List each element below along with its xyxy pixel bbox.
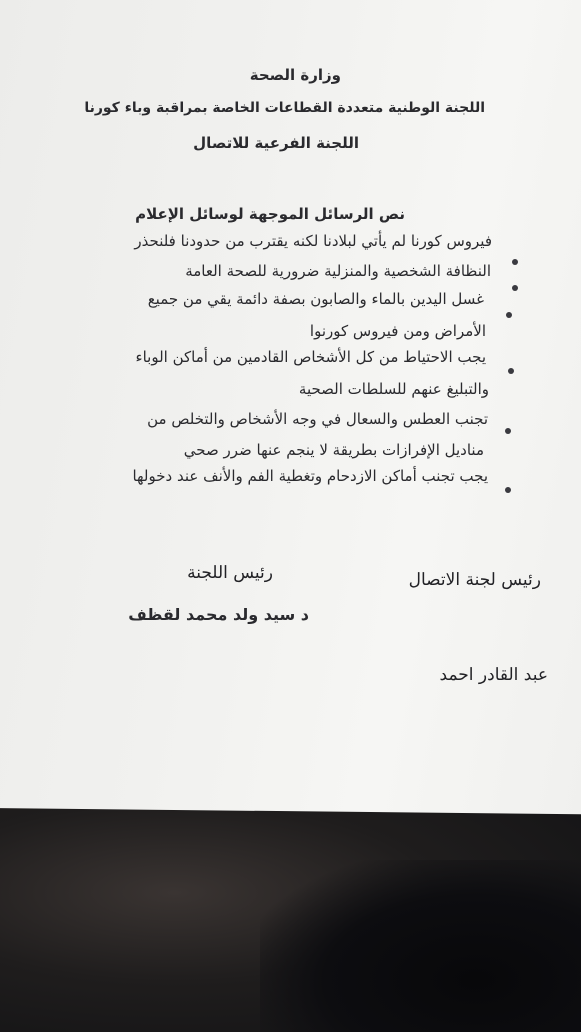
message-line: تجنب العطس والسعال في وجه الأشخاص والتخلص من (147, 410, 488, 428)
message-line: الأمراض ومن فيروس كورنوا (309, 322, 486, 340)
message-line: النظافة الشخصية والمنزلية ضرورية للصحة العامة (185, 262, 491, 280)
message-line: مناديل الإفرازات بطريقة لا ينجم عنها ضرر صحي (183, 441, 484, 459)
message-line: يجب تجنب أماكن الازدحام وتغطية الفم والأنف عند دخولها (132, 467, 488, 485)
message-line: غسل اليدين بالماء والصابون بصفة دائمة يقي من جميع (147, 290, 484, 308)
ministry-title: وزارة الصحة (249, 66, 341, 84)
message-line: والتبليغ عنهم للسلطات الصحية (298, 380, 489, 398)
message-line: فيروس كورنا لم يأتي لبلادنا لكنه يقترب من حدودنا فلنحذر (134, 232, 492, 250)
bullet-5 (505, 428, 511, 434)
committee-head-name: د سيد ولد محمد لقظف (128, 605, 309, 624)
bullet-6 (505, 487, 511, 493)
communication-head-name: عبد القادر احمد (439, 665, 548, 685)
bullet-2 (512, 285, 518, 291)
committee-title: اللجنة الوطنية متعددة القطاعات الخاصة بمراقبة وباء كورنا (84, 100, 485, 116)
communication-head-title: رئيس لجنة الاتصال (408, 570, 541, 590)
subcommittee-title: اللجنة الفرعية للاتصال (193, 134, 359, 152)
bullet-1 (512, 259, 518, 265)
bullet-3 (506, 312, 512, 318)
background-shadow (260, 860, 581, 1032)
message-line: يجب الاحتياط من كل الأشخاص القادمين من أماكن الوباء (135, 348, 486, 366)
document-subject: نص الرسائل الموجهة لوسائل الإعلام (135, 205, 405, 223)
bullet-4 (508, 368, 514, 374)
committee-head-title: رئيس اللجنة (187, 563, 273, 583)
